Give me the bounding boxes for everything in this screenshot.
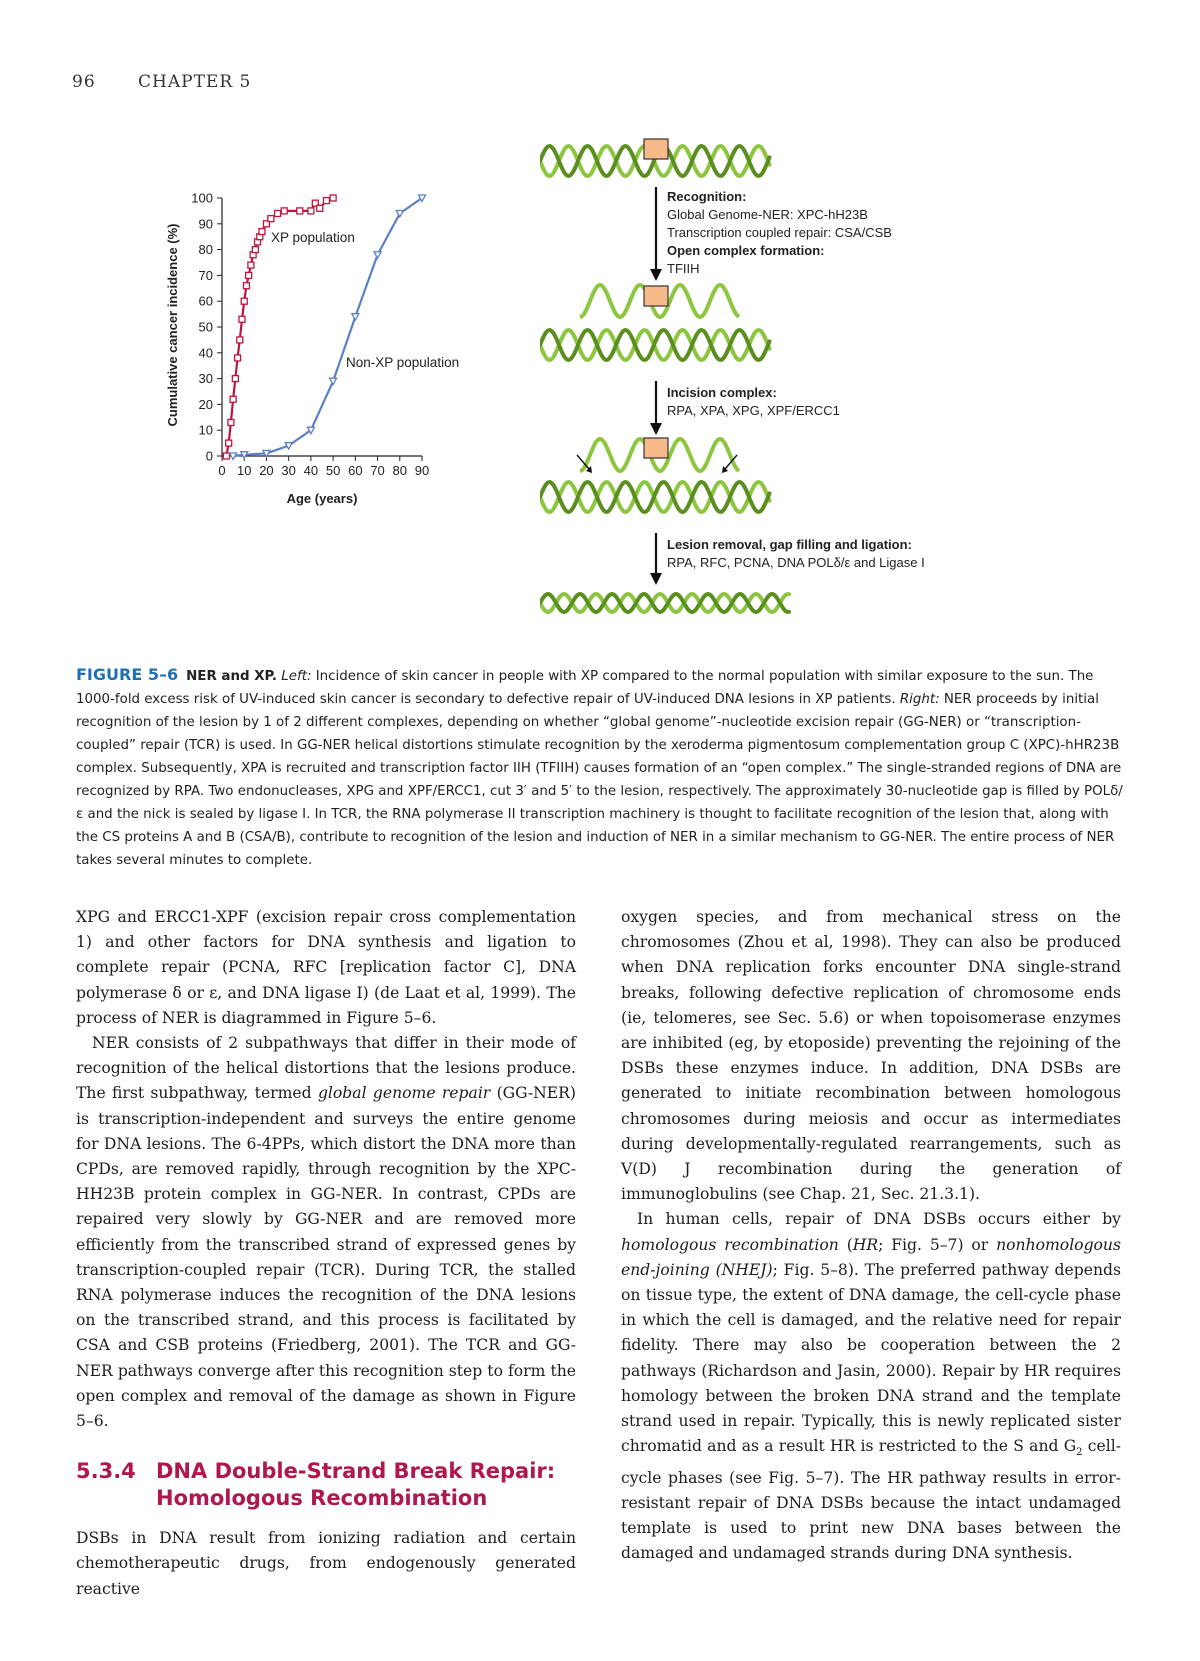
section-number: 5.3.4	[76, 1459, 136, 1484]
dna-helix-open-complex	[540, 330, 770, 360]
y-tick-label: 70	[198, 267, 213, 283]
figure-title: NER and XP.	[186, 669, 278, 684]
step2-title: Incision complex:	[667, 385, 777, 400]
xp-data-point	[232, 376, 238, 382]
term-nhej: nonhomologous end-joining (NHEJ)	[621, 1235, 1121, 1279]
non-xp-data-point	[230, 453, 237, 460]
non-xp-data-point	[374, 252, 381, 259]
xp-data-point	[308, 208, 314, 214]
caption-text-2: NER proceeds by initial recognition of the lesion by 1 of 2 different complexes, depending on whether “global genome”-nucleotide excision repair (GG-NER) or “transcription-coupled” repair (TCR) is used. In GG-NER helical distortions stimulate recognition by the xeroderma pigmentosum complementation group C (XPC)-hHR23B complex. Subsequently, XPA is recruited and transcription factor IIH (TFIIH) causes formation of an “open complex.” The single-stranded regions of DNA are recognized by RPA. Two endonucleases, XPG and XPF/ERCC1, cut 3′ and 5′ to the lesion, respectively. The approximately 30-nucleotide gap is filled by POLδ/ε and the nick is sealed by ligase I. In TCR, the RNA polymerase II transcription machinery is thought to facilitate recognition of the lesion that, along with the CS proteins A and B (CSA/B), contribute to recognition of the lesion and induction of NER in a similar mechanism to GG-NER. The entire process of NER takes several minutes to complete.	[76, 692, 1123, 868]
x-tick-label: 80	[392, 463, 408, 478]
right-column	[621, 905, 1121, 1566]
x-tick-label: 20	[259, 463, 274, 478]
incidence-chart	[160, 190, 460, 530]
paragraph: In human cells, repair of DNA DSBs occurs either by homologous recombination (HR; Fig. 5–7) or nonhomologous end-joining (NHEJ); Fig. 5–8). The preferred pathway depends on tissue type, the extent of DNA damage, the cell-cycle phase in which the cell is damaged, and the relative need for repair fidelity. There may also be cooperation between the 2 pathways (Richardson and Jasin, 2000). Repair by HR requires homology between the broken DNA strand and the template strand used in repair. Typically, this is newly replicated sister chromatid and as a result HR is restricted to the S and $G_2$ cell-cycle phases (see Fig. 5–7). The HR pathway results in error-resistant repair of DNA DSBs because the intact undamaged template is used to print new DNA bases between the damaged and undamaged strands during DNA synthesis.	[621, 1210, 1121, 1563]
xp-data-point	[275, 210, 281, 216]
step1-line1: Global Genome-NER: XPC-hH23B	[667, 207, 868, 222]
y-tick-label: 80	[198, 242, 213, 258]
section-title-line1: DNA Double-Strand Break Repair:	[156, 1459, 556, 1484]
xp-data-point	[241, 298, 247, 304]
xp-data-point	[237, 337, 243, 343]
chart-y-axis-label: Cumulative cancer incidence (%)	[165, 223, 180, 427]
x-tick-label: 10	[236, 463, 252, 478]
xp-data-point	[252, 247, 258, 253]
x-tick-label: 40	[303, 463, 319, 478]
xp-data-point	[323, 198, 329, 204]
step-arrow-3	[650, 533, 662, 585]
x-tick-label: 30	[281, 463, 296, 478]
xp-data-point	[235, 355, 241, 361]
caption-right-label: Right:	[899, 692, 940, 707]
caption-left-label: Left:	[281, 669, 312, 684]
figure-caption	[76, 663, 1126, 872]
xp-data-point	[223, 453, 229, 459]
y-tick-label: 50	[198, 319, 213, 335]
paragraph: XPG and ERCC1-XPF (excision repair cross complementation 1) and other factors for DNA synthesis and ligation to complete repair (PCNA, RFC [replication factor C], DNA polymerase δ or ε, and DNA ligase I) (de Laat et al, 1999). The process of NER is diagrammed in Figure 5–6.	[76, 908, 576, 1027]
caption-text-1: Incidence of skin cancer in people with XP compared to the normal population with similar exposure to the sun. The 1000-fold excess risk of UV-induced skin cancer is secondary to defective repair of UV-induced DNA lesions in XP patients.	[76, 669, 1094, 707]
y-tick-label: 40	[198, 345, 213, 361]
non-xp-series-label: Non-XP population	[346, 355, 460, 370]
xp-data-point	[243, 283, 249, 289]
lesion-box-3	[644, 438, 668, 458]
dna-helix-repaired	[540, 594, 789, 612]
term-hr: HR	[852, 1235, 879, 1254]
section-heading	[76, 1458, 576, 1512]
xp-data-point	[281, 208, 287, 214]
non-xp-data-point	[352, 314, 359, 321]
xp-data-point	[297, 208, 303, 214]
paragraph: NER consists of 2 subpathways that differ in their mode of recognition of the helical distortions that the lesions produce. The first subpathway, termed global genome repair (GG-NER) is transcription-independent and surveys the entire genome for DNA lesions. The 6-4PPs, which distort the DNA more than CPDs, are removed rapidly, through recognition by the XPC-HH23B protein complex in GG-NER. In contrast, CPDs are repaired very slowly by GG-NER and are removed more efficiently from the transcribed strand of expressed genes by transcription-coupled repair (TCR). During TCR, the stalled RNA polymerase induces the recognition of the DNA lesions on the transcribed strand, and this process is facilitated by CSA and CSB proteins (Friedberg, 2001). The TCR and GG-NER pathways converge after this recognition step to form the open complex and removal of the damage as shown in Figure 5–6.	[76, 1034, 576, 1431]
x-tick-label: 60	[348, 463, 363, 478]
figure-number: FIGURE 5–6	[76, 665, 179, 684]
dna-helix-incision	[540, 482, 770, 512]
y-tick-label: 30	[198, 371, 213, 387]
step2-line1: RPA, XPA, XPG, XPF/ERCC1	[667, 403, 840, 418]
step-arrow-1	[650, 187, 662, 281]
step1-title2: Open complex formation:	[667, 243, 825, 258]
page-number: 96	[72, 72, 96, 92]
y-tick-label: 60	[198, 293, 213, 309]
xp-data-point	[246, 272, 252, 278]
non-xp-data-point	[285, 443, 292, 450]
y-tick-label: 0	[205, 448, 213, 464]
xp-data-point	[228, 419, 234, 425]
x-tick-label: 0	[218, 463, 226, 478]
step3-line1: RPA, RFC, PCNA, DNA POLδ/ε and Ligase I	[667, 555, 925, 570]
section-title-line2: Homologous Recombination	[156, 1486, 488, 1511]
term-homologous-recombination: homologous recombination	[621, 1235, 839, 1254]
x-tick-label: 70	[370, 463, 385, 478]
y-tick-label: 100	[191, 190, 213, 206]
xp-data-point	[248, 262, 254, 268]
step1-title: Recognition:	[667, 189, 747, 204]
subscript: 2	[1076, 1447, 1083, 1459]
xp-series-label: XP population	[271, 230, 355, 245]
x-tick-label: 90	[414, 463, 430, 478]
xp-data-point	[268, 216, 274, 222]
left-column	[76, 905, 576, 1602]
xp-data-point	[330, 195, 336, 201]
lesion-box-1	[644, 139, 668, 159]
chapter-label: CHAPTER 5	[138, 72, 252, 92]
lesion-box-2	[644, 286, 668, 306]
step1-line3: TFIIH	[667, 261, 700, 276]
paragraph: DSBs in DNA result from ionizing radiation and certain chemotherapeutic drugs, from endogenously generated reactive	[76, 1529, 576, 1598]
y-tick-label: 20	[198, 396, 213, 412]
xp-data-point	[230, 396, 236, 402]
running-head	[72, 72, 287, 92]
non-xp-data-point	[330, 378, 337, 385]
paragraph: oxygen species, and from mechanical stress on the chromosomes (Zhou et al, 1998). They can also be produced when DNA replication forks encounter DNA single-strand breaks, following defective replication of chromosome ends (ie, telomeres, see Sec. 5.6) or when topoisomerase enzymes are inhibited (eg, by etoposide) preventing the rejoining of the DSBs these enzymes induce. In addition, DNA DSBs are generated to initiate recombination between homologous chromosomes during meiosis and occur as intermediates during developmentally-regulated rearrangements, such as V(D) J recombination during the generation of immunoglobulins (see Chap. 21, Sec. 21.3.1).	[621, 908, 1121, 1204]
chart-x-axis-label: Age (years)	[286, 491, 358, 506]
step-arrow-2	[650, 381, 662, 435]
ner-diagram	[540, 135, 1060, 625]
xp-data-point	[239, 316, 245, 322]
y-tick-label: 10	[198, 422, 213, 438]
step1-line2: Transcription coupled repair: CSA/CSB	[667, 225, 892, 240]
term-global-genome-repair: global genome repair	[317, 1084, 491, 1103]
x-tick-label: 50	[325, 463, 341, 478]
xp-data-point	[317, 205, 323, 211]
xp-data-point	[226, 440, 232, 446]
xp-data-point	[259, 229, 265, 235]
non-xp-data-point	[241, 452, 248, 459]
y-tick-label: 90	[198, 216, 213, 232]
step3-title: Lesion removal, gap filling and ligation:	[667, 537, 912, 552]
